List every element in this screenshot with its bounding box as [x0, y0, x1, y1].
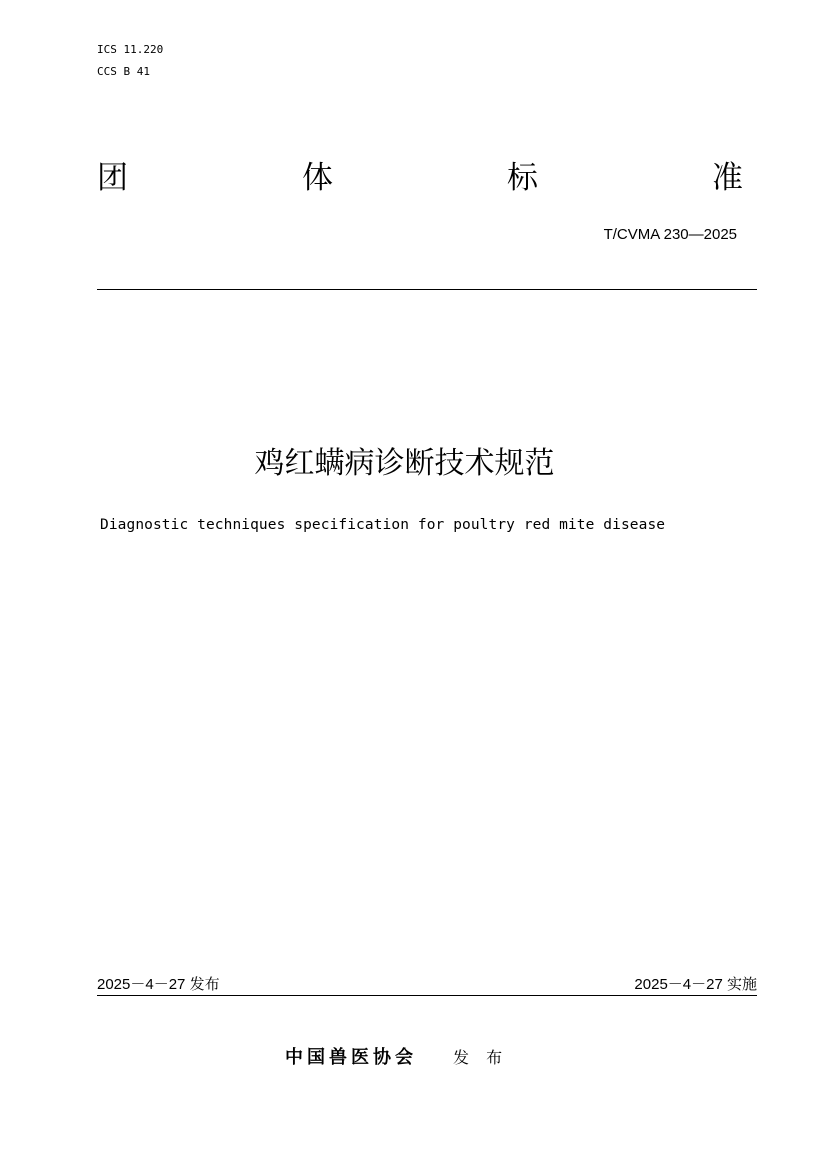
ics-code: ICS 11.220 [97, 43, 164, 56]
standard-type-char-2: 体 [302, 160, 333, 196]
top-divider [97, 289, 757, 290]
standard-type-char-3: 标 [507, 160, 538, 196]
publish-label: 发 布 [453, 1048, 509, 1067]
title-english: Diagnostic techniques specification for poultry red mite disease [100, 517, 666, 533]
bottom-divider [97, 995, 757, 996]
standard-type-heading [97, 158, 743, 198]
ccs-code: CCS B 41 [97, 65, 150, 78]
issue-date: 2025－4－27 发布 [97, 976, 220, 993]
implement-date: 2025－4－27 实施 [634, 976, 757, 993]
publisher-row [285, 1046, 508, 1070]
publisher-name: 中国兽医协会 [285, 1047, 417, 1068]
standard-type-char-1: 团 [97, 160, 128, 196]
standard-type-char-4: 准 [712, 160, 743, 196]
date-row [97, 975, 757, 995]
title-chinese: 鸡红螨病诊断技术规范 [254, 446, 555, 481]
standard-code: T/CVMA 230—2025 [603, 226, 737, 243]
